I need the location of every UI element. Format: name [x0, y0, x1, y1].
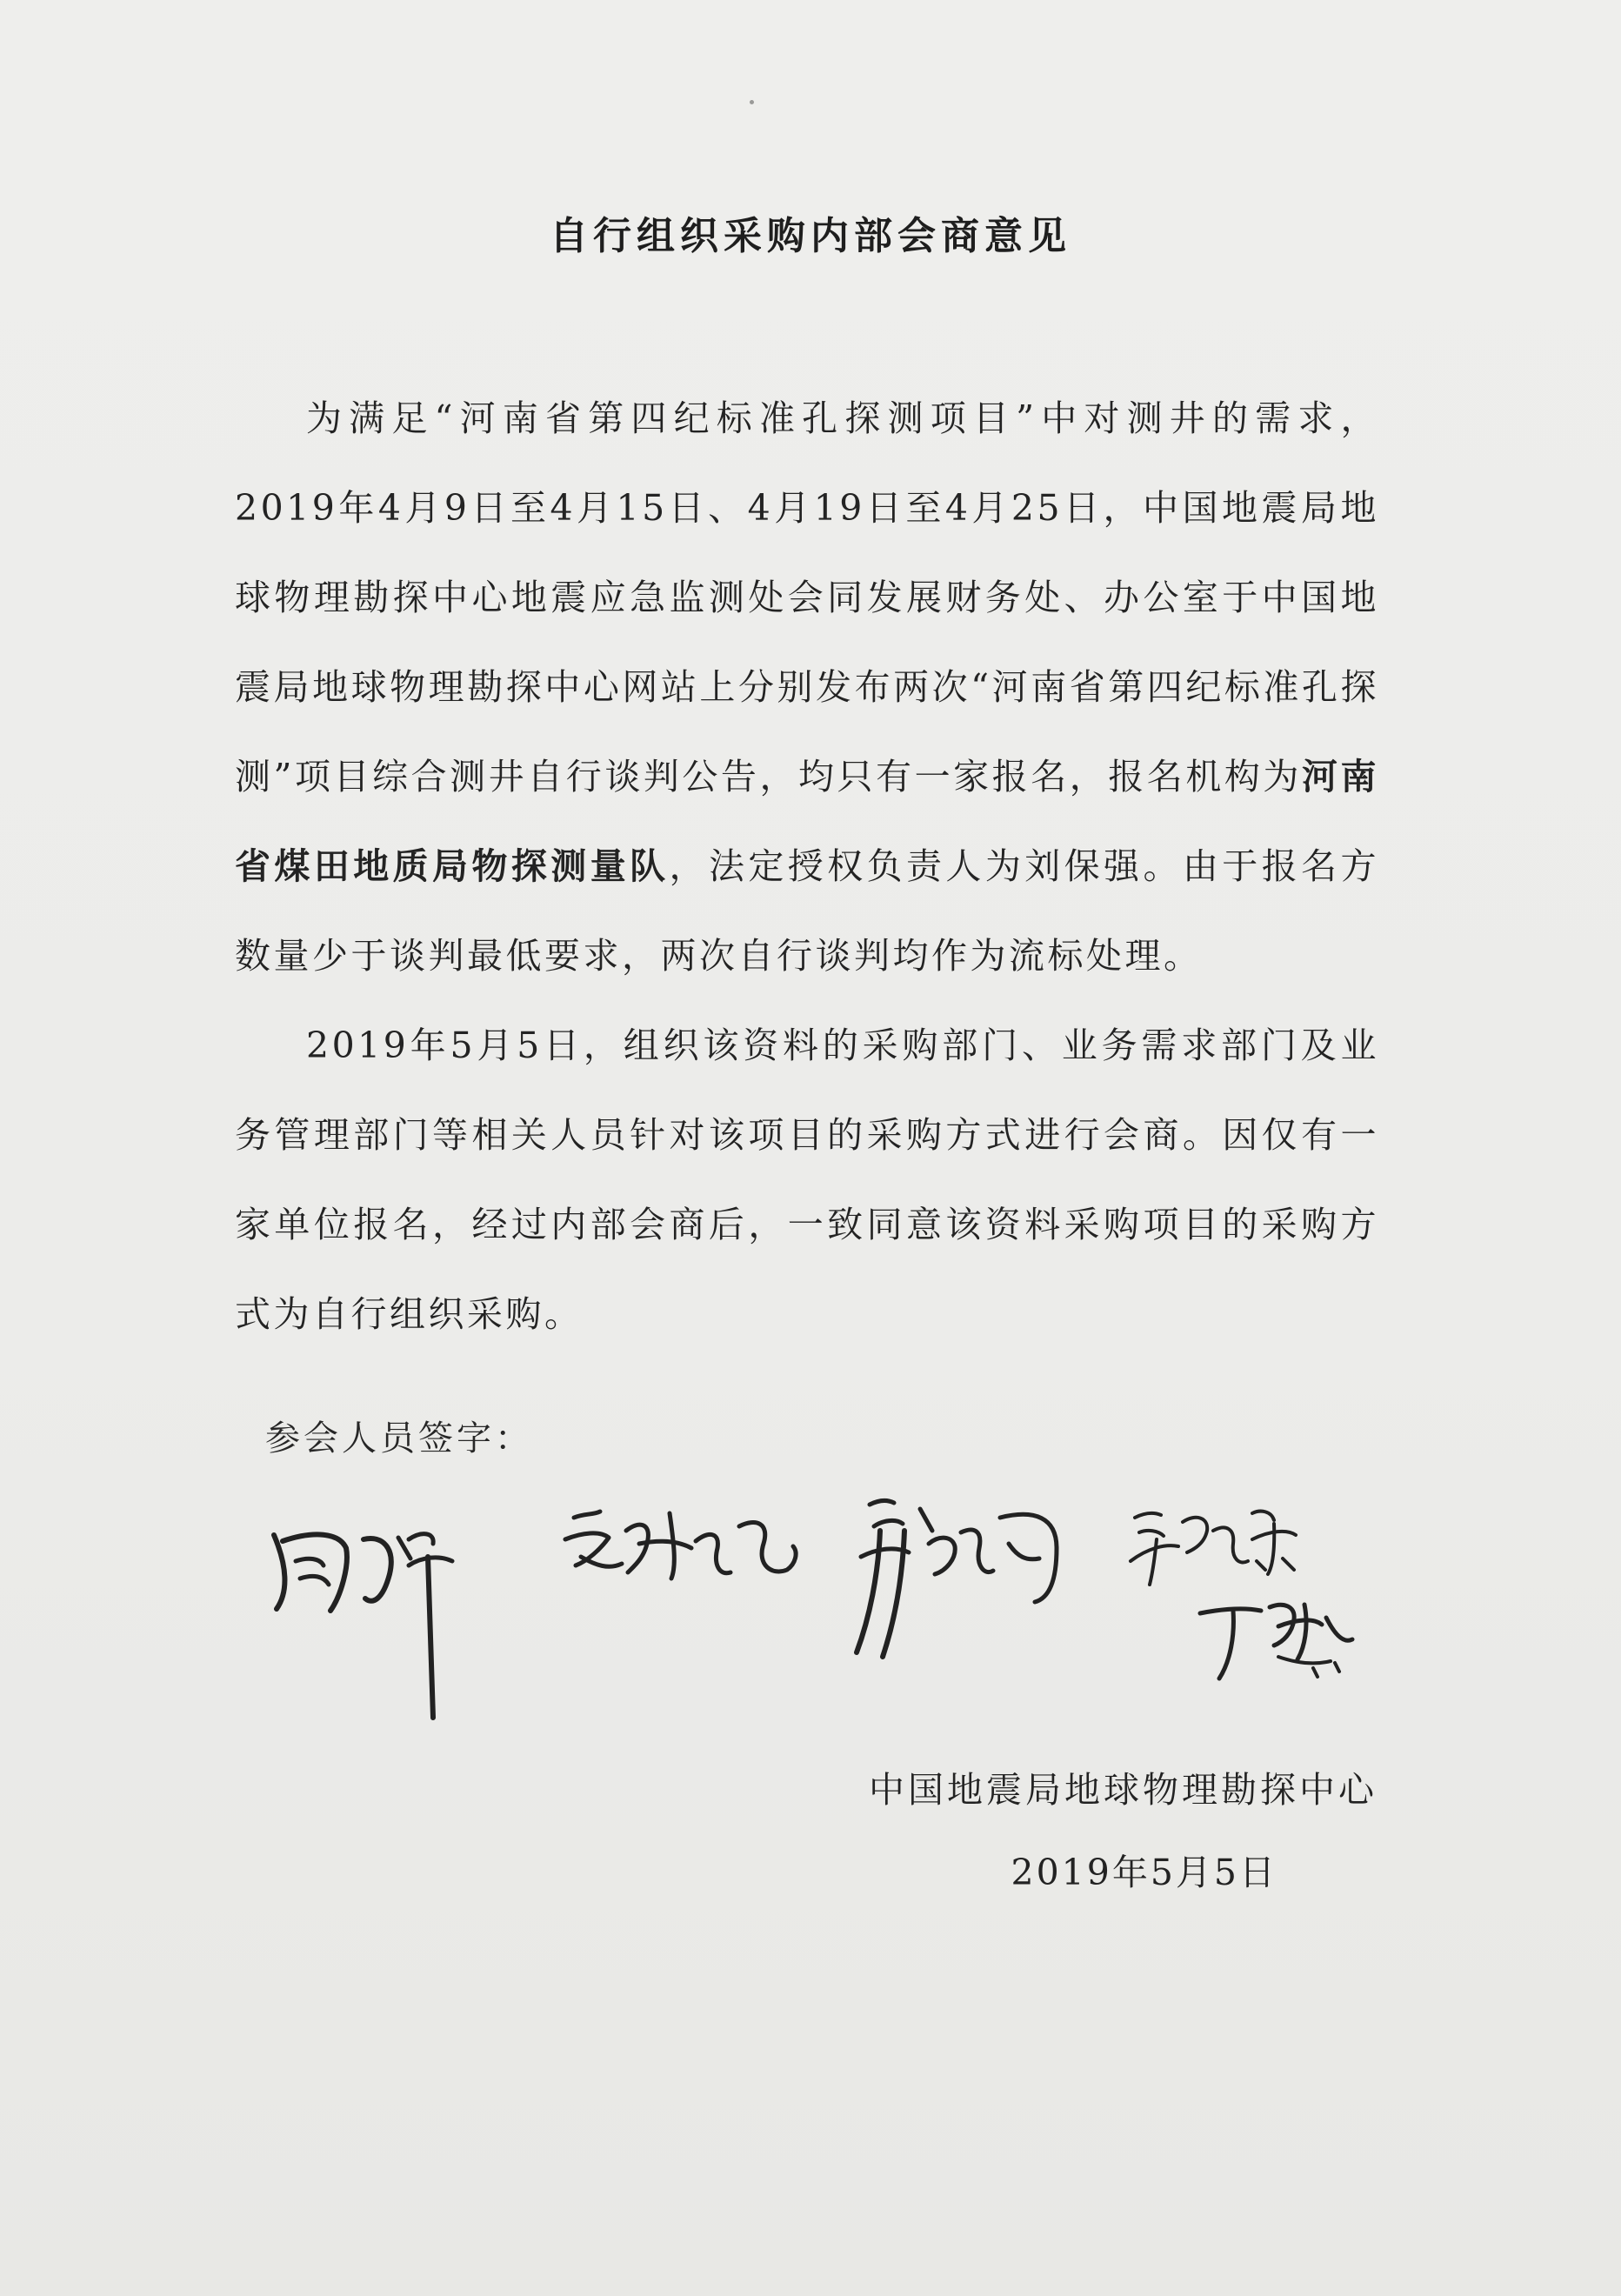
paragraph-1-highlight: 河南省煤田地质局物探测量队 — [235, 756, 1379, 887]
document-title: 自行组织采购内部会商意见 — [550, 214, 1071, 258]
handwritten-signature-1 — [274, 1534, 452, 1718]
handwritten-signature-5 — [1200, 1605, 1352, 1679]
handwritten-signature-4 — [1131, 1512, 1296, 1585]
handwritten-signature-2 — [565, 1512, 796, 1578]
document-date: 2019年5月5日 — [1011, 1852, 1277, 1893]
paragraph-1-text-b: ，法定授权负责人为刘保强。由于报名方数量少于谈判最低要求，两次自行谈判均作为流标处理。 — [235, 845, 1380, 977]
signature-label: 参会人员签字： — [265, 1418, 533, 1458]
paragraph-1-text-a: 为满足“河南省第四纪标准孔探测项目”中对测井的需求，2019年4月9日至4月15日、4月19日至4月25日，中国地震局地球物理勘探中心地震应急监测处会同发展财务处、办公室于中国地震局地球物理勘探中心网站上分别发布两次“河南省第四纪标准孔探测”项目综合测井自行谈判公告，均只有一家报名，报名机构为 — [235, 397, 1379, 798]
issuing-organization: 中国地震局地球物理勘探中心 — [869, 1769, 1378, 1811]
paragraph-2: 2019年5月5日，组织该资料的采购部门、业务需求部门及业务管理部门等相关人员针对该项目的采购方式进行会商。因仅有一家单位报名，经过内部会商后，一致同意该资料采购项目的采购方式为自行组织采购。 — [235, 1025, 1379, 1335]
handwritten-signature-3 — [857, 1501, 1057, 1657]
